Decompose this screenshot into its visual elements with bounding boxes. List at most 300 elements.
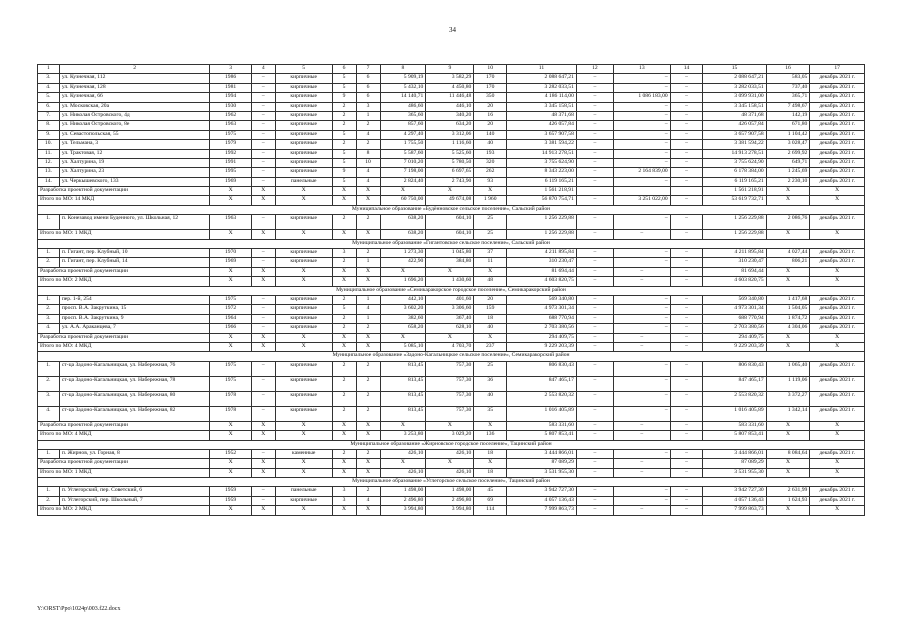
summary-cell: X: [275, 277, 332, 286]
table-cell: 1 119,06: [766, 376, 810, 391]
summary-cell: X: [210, 506, 251, 515]
table-cell: –: [576, 74, 613, 83]
table-cell: –: [613, 177, 670, 186]
table-cell: 2: [356, 249, 380, 258]
summary-cell: 3 531 955,30: [507, 468, 577, 477]
table-cell: 2.: [38, 305, 60, 314]
column-number: 10: [474, 65, 507, 74]
table-cell: –: [613, 361, 670, 376]
table-cell: –: [613, 305, 670, 314]
summary-cell: 114: [474, 506, 507, 515]
summary-row: [38, 431, 865, 440]
summary-cell: X: [356, 431, 380, 440]
table-cell: кирпичные: [275, 376, 332, 391]
table-cell: 48 371,68: [507, 111, 577, 120]
summary-cell: 3 029,20: [426, 431, 474, 440]
table-cell: 14.: [38, 177, 60, 186]
table-cell: –: [670, 168, 703, 177]
summary-cell: 3 251 022,00: [613, 196, 670, 205]
table-cell: 3 582,29: [426, 74, 474, 83]
summary-cell: X: [474, 421, 507, 430]
table-cell: –: [670, 111, 703, 120]
table-cell: 1 504,05: [766, 305, 810, 314]
table-cell: 1.: [38, 215, 60, 230]
table-cell: 2: [356, 324, 380, 333]
table-cell: –: [613, 258, 670, 267]
house-row: [38, 149, 865, 158]
table-cell: 350: [474, 93, 507, 102]
table-cell: 757,30: [426, 361, 474, 376]
summary-cell: 9 229 203,39: [703, 342, 766, 351]
table-cell: –: [613, 140, 670, 149]
table-cell: –: [613, 130, 670, 139]
summary-cell: [576, 187, 613, 196]
table-cell: –: [670, 102, 703, 111]
summary-cell: 426,10: [380, 468, 426, 477]
table-cell: 4: [356, 496, 380, 505]
house-row: [38, 83, 865, 92]
table-cell: декабрь 2021 г.: [810, 314, 865, 323]
summary-cell: 3 531 955,30: [703, 468, 766, 477]
house-row: [38, 361, 865, 376]
column-number: 4: [251, 65, 275, 74]
table-cell: 2: [356, 487, 380, 496]
table-cell: –: [251, 487, 275, 496]
table-cell: –: [670, 140, 703, 149]
table-cell: 3 942 727,30: [703, 487, 766, 496]
address-cell: п. Конезавод имени Буденного, ул. Школьная, 12: [59, 215, 210, 230]
table-cell: 1.: [38, 361, 60, 376]
table-cell: –: [576, 130, 613, 139]
summary-cell: X: [426, 333, 474, 342]
summary-cell: X: [810, 333, 865, 342]
table-cell: –: [251, 215, 275, 230]
summary-cell: X: [380, 187, 426, 196]
summary-cell: X: [332, 431, 356, 440]
table-cell: 3: [332, 249, 356, 258]
table-cell: кирпичные: [275, 361, 332, 376]
summary-cell: 5 807 853,41: [507, 431, 577, 440]
table-cell: 3 942 727,30: [507, 487, 577, 496]
table-cell: –: [613, 102, 670, 111]
summary-cell: –: [613, 431, 670, 440]
summary-label: Итого по МО: 2 МКД: [38, 277, 210, 286]
table-cell: 8 084,64: [766, 449, 810, 458]
table-cell: 1962: [210, 111, 251, 120]
address-cell: ул. А.А. Араканцева, 7: [59, 324, 210, 333]
summary-cell: 1 696,20: [380, 277, 426, 286]
table-cell: декабрь 2021 г.: [810, 74, 865, 83]
house-row: [38, 314, 865, 323]
summary-cell: 1 561 218,91: [507, 187, 577, 196]
column-number-row: [38, 65, 865, 74]
table-cell: 1 065,40: [766, 361, 810, 376]
summary-cell: X: [810, 342, 865, 351]
summary-cell: X: [251, 421, 275, 430]
table-cell: 6 119 165,21: [703, 177, 766, 186]
table-cell: 1978: [210, 406, 251, 421]
summary-cell: 56 870 754,71: [507, 196, 577, 205]
table-cell: –: [251, 111, 275, 120]
table-cell: 3 312,06: [426, 130, 474, 139]
summary-cell: 5 807 853,41: [703, 431, 766, 440]
table-cell: 1 086 183,00: [613, 93, 670, 102]
table-cell: –: [576, 177, 613, 186]
summary-cell: X: [275, 431, 332, 440]
table-cell: 3 372,27: [766, 391, 810, 406]
table-cell: 4: [356, 130, 380, 139]
table-cell: 5: [332, 83, 356, 92]
table-cell: 320: [474, 158, 507, 167]
table-cell: панельные: [275, 487, 332, 496]
table-cell: 11.: [38, 149, 60, 158]
summary-cell: X: [332, 333, 356, 342]
table-cell: декабрь 2021 г.: [810, 391, 865, 406]
summary-cell: 49 674,08: [426, 196, 474, 205]
table-cell: 3: [332, 487, 356, 496]
summary-cell: X: [380, 459, 426, 468]
table-cell: –: [576, 391, 613, 406]
table-cell: 2 553 820,32: [703, 391, 766, 406]
table-cell: –: [251, 295, 275, 304]
table-cell: 1: [356, 314, 380, 323]
summary-cell: X: [810, 277, 865, 286]
house-row: [38, 376, 865, 391]
table-cell: 688 770,94: [703, 314, 766, 323]
table-cell: –: [670, 314, 703, 323]
summary-cell: 426,10: [426, 468, 474, 477]
table-cell: 2: [356, 391, 380, 406]
table-cell: кирпичные: [275, 496, 332, 505]
table-cell: –: [251, 102, 275, 111]
table-cell: 6: [356, 74, 380, 83]
table-cell: кирпичные: [275, 258, 332, 267]
table-cell: 2: [356, 406, 380, 421]
summary-cell: X: [474, 187, 507, 196]
table-cell: –: [613, 158, 670, 167]
summary-cell: –: [576, 431, 613, 440]
table-cell: –: [251, 158, 275, 167]
summary-cell: 9 229 203,39: [507, 342, 577, 351]
table-cell: 1966: [210, 324, 251, 333]
summary-cell: X: [210, 421, 251, 430]
summary-cell: –: [670, 333, 703, 342]
table-cell: 1986: [210, 74, 251, 83]
column-number: 8: [380, 65, 426, 74]
table-cell: –: [576, 258, 613, 267]
table-cell: 757,30: [426, 406, 474, 421]
summary-label: Разработка проектной документации: [38, 421, 210, 430]
summary-cell: X: [210, 459, 251, 468]
address-cell: просп. В.А. Закруткина, 15: [59, 305, 210, 314]
table-cell: 14 140,71: [380, 93, 426, 102]
column-number: 1: [38, 65, 60, 74]
summary-cell: X: [810, 187, 865, 196]
summary-cell: –: [576, 277, 613, 286]
summary-cell: X: [380, 333, 426, 342]
table-cell: 628,10: [426, 324, 474, 333]
summary-cell: 60 750,00: [380, 196, 426, 205]
table-cell: 2: [356, 449, 380, 458]
address-cell: ст-ца Задоно-Кагальницкая, ул. Набережная, 80: [59, 391, 210, 406]
table-cell: –: [576, 93, 613, 102]
summary-cell: X: [210, 277, 251, 286]
table-cell: 5 432,10: [380, 83, 426, 92]
table-cell: 8: [356, 149, 380, 158]
table-cell: 813,45: [380, 376, 426, 391]
column-number: 7: [356, 65, 380, 74]
summary-cell: 25: [474, 230, 507, 239]
table-cell: –: [251, 314, 275, 323]
summary-cell: X: [332, 342, 356, 351]
summary-cell: X: [810, 267, 865, 276]
table-cell: 1952: [210, 449, 251, 458]
summary-label: Итого по МО: 14 МКД: [38, 196, 210, 205]
address-cell: ул. Черкышевского, 133: [59, 177, 210, 186]
table-cell: –: [613, 406, 670, 421]
municipality-section-row: [38, 239, 865, 248]
table-cell: 1959: [210, 496, 251, 505]
table-cell: 367,40: [426, 314, 474, 323]
house-row: [38, 121, 865, 130]
table-cell: каменные: [275, 449, 332, 458]
column-number: 11: [507, 65, 577, 74]
table-cell: 20: [474, 295, 507, 304]
table-cell: 365,60: [380, 111, 426, 120]
summary-label: Итого по МО: 2 МКД: [38, 506, 210, 515]
table-cell: 3 444 866,01: [507, 449, 577, 458]
table-cell: 1.: [38, 449, 60, 458]
table-cell: 569 340,80: [703, 295, 766, 304]
table-cell: 2.: [38, 376, 60, 391]
column-number: 17: [810, 65, 865, 74]
address-cell: ул. Кузнечная, 128: [59, 83, 210, 92]
house-row: [38, 93, 865, 102]
summary-cell: 87 089,29: [703, 459, 766, 468]
summary-cell: 1 960: [474, 196, 507, 205]
summary-cell: –: [670, 431, 703, 440]
table-cell: 1959: [210, 487, 251, 496]
address-cell: просп. В.А. Закруткина, 9: [59, 314, 210, 323]
table-cell: 5 909,19: [380, 74, 426, 83]
column-number: 14: [670, 65, 703, 74]
table-cell: 4 057 136,43: [507, 496, 577, 505]
table-cell: 2: [332, 121, 356, 130]
table-cell: –: [670, 295, 703, 304]
table-cell: 1 245,69: [766, 168, 810, 177]
summary-cell: X: [474, 459, 507, 468]
table-cell: декабрь 2021 г.: [810, 487, 865, 496]
table-cell: 1 624,93: [766, 496, 810, 505]
summary-cell: X: [766, 506, 810, 515]
house-row: [38, 215, 865, 230]
summary-cell: –: [576, 196, 613, 205]
summary-cell: X: [251, 342, 275, 351]
summary-cell: 294 409,75: [703, 333, 766, 342]
summary-cell: 638,20: [380, 230, 426, 239]
table-cell: 671,80: [766, 121, 810, 130]
section-title: Муниципальное образование «Гигантовское сельское поселение», Сальский район: [38, 239, 865, 248]
table-cell: 7.: [38, 111, 60, 120]
table-cell: 2 496,80: [426, 496, 474, 505]
summary-label: Разработка проектной документации: [38, 459, 210, 468]
table-cell: –: [576, 305, 613, 314]
table-cell: –: [613, 111, 670, 120]
summary-cell: –: [670, 506, 703, 515]
summary-cell: 136: [474, 431, 507, 440]
summary-cell: –: [670, 277, 703, 286]
table-cell: 7 010,20: [380, 158, 426, 167]
table-cell: –: [251, 83, 275, 92]
municipality-section-row: [38, 440, 865, 449]
table-cell: 2 703 380,56: [507, 324, 577, 333]
table-cell: 5.: [38, 93, 60, 102]
table-cell: 634,20: [426, 121, 474, 130]
table-cell: декабрь 2021 г.: [810, 177, 865, 186]
summary-cell: X: [356, 506, 380, 515]
summary-row: [38, 459, 865, 468]
summary-row: [38, 342, 865, 351]
summary-cell: X: [332, 506, 356, 515]
table-cell: –: [251, 406, 275, 421]
house-row: [38, 305, 865, 314]
summary-cell: X: [766, 267, 810, 276]
column-number: 16: [766, 65, 810, 74]
table-cell: 1992: [210, 149, 251, 158]
summary-cell: X: [332, 196, 356, 205]
table-cell: 2: [356, 361, 380, 376]
summary-cell: X: [210, 187, 251, 196]
table-cell: 422,90: [380, 258, 426, 267]
table-cell: 3.: [38, 391, 60, 406]
table-cell: 737,40: [766, 83, 810, 92]
table-cell: 2 088 647,21: [703, 74, 766, 83]
table-cell: 1 016 405,89: [703, 406, 766, 421]
table-cell: декабрь 2021 г.: [810, 149, 865, 158]
summary-row: [38, 277, 865, 286]
table-cell: 10: [356, 158, 380, 167]
table-cell: 3 657 907,58: [703, 130, 766, 139]
table-cell: –: [670, 93, 703, 102]
address-cell: п. Жирнов, ул. Горная, 8: [59, 449, 210, 458]
table-cell: 2: [356, 140, 380, 149]
table-cell: 310 230,47: [507, 258, 577, 267]
table-cell: 8.: [38, 121, 60, 130]
table-cell: 3: [332, 496, 356, 505]
summary-cell: –: [613, 277, 670, 286]
table-cell: –: [670, 406, 703, 421]
table-cell: –: [613, 249, 670, 258]
table-cell: 401,60: [426, 295, 474, 304]
table-cell: –: [613, 83, 670, 92]
summary-cell: 583 331,60: [703, 421, 766, 430]
table-cell: 40: [474, 324, 507, 333]
address-cell: ул. Севастопольская, 55: [59, 130, 210, 139]
table-cell: 3 099 931,00: [703, 93, 766, 102]
table-cell: 20: [474, 121, 507, 130]
table-cell: 1964: [210, 314, 251, 323]
table-cell: 1963: [210, 121, 251, 130]
summary-cell: 7 999 863,73: [703, 506, 766, 515]
table-cell: 5: [332, 130, 356, 139]
table-cell: 5: [332, 305, 356, 314]
table-cell: 1975: [210, 376, 251, 391]
table-cell: 1991: [210, 158, 251, 167]
table-cell: 2 824,40: [380, 177, 426, 186]
summary-cell: X: [275, 421, 332, 430]
table-cell: 5: [332, 149, 356, 158]
house-row: [38, 487, 865, 496]
table-cell: 18: [474, 314, 507, 323]
column-number: 15: [703, 65, 766, 74]
table-cell: –: [670, 149, 703, 158]
summary-cell: 7 999 863,73: [507, 506, 577, 515]
table-cell: 757,30: [426, 391, 474, 406]
summary-cell: 583 331,60: [507, 421, 577, 430]
table-cell: кирпичные: [275, 168, 332, 177]
table-cell: 4 304,06: [766, 324, 810, 333]
summary-cell: X: [332, 459, 356, 468]
summary-cell: 604,10: [426, 230, 474, 239]
summary-cell: 18: [474, 468, 507, 477]
house-row: [38, 449, 865, 458]
summary-cell: 87 089,29: [507, 459, 577, 468]
summary-cell: –: [670, 421, 703, 430]
table-cell: 365,71: [766, 93, 810, 102]
table-cell: –: [670, 391, 703, 406]
table-cell: 426,10: [426, 449, 474, 458]
summary-label: Разработка проектной документации: [38, 187, 210, 196]
column-number: 2: [59, 65, 210, 74]
table-cell: 93: [474, 177, 507, 186]
table-cell: 25: [474, 215, 507, 230]
table-cell: 2 553 820,32: [507, 391, 577, 406]
summary-cell: –: [670, 468, 703, 477]
table-cell: 36: [474, 376, 507, 391]
address-cell: п. Углегорский, пер. Школьный, 7: [59, 496, 210, 505]
table-cell: 382,60: [380, 314, 426, 323]
house-row: [38, 140, 865, 149]
table-cell: 25: [474, 361, 507, 376]
table-cell: –: [613, 74, 670, 83]
table-cell: 4 211 895,84: [507, 249, 577, 258]
table-cell: 2.: [38, 258, 60, 267]
table-cell: –: [670, 258, 703, 267]
table-cell: –: [613, 121, 670, 130]
table-cell: –: [670, 74, 703, 83]
table-cell: 142,19: [766, 111, 810, 120]
address-cell: ул. Николая Островского, 4д: [59, 111, 210, 120]
table-cell: –: [670, 361, 703, 376]
table-cell: –: [251, 496, 275, 505]
summary-cell: X: [210, 342, 251, 351]
table-cell: 442,10: [380, 295, 426, 304]
table-cell: 1970: [210, 249, 251, 258]
table-cell: 5 525,60: [426, 149, 474, 158]
table-cell: –: [670, 121, 703, 130]
table-cell: –: [576, 121, 613, 130]
table-cell: 5 780,50: [426, 158, 474, 167]
address-cell: ст-ца Задоно-Кагальницкая, ул. Набережная, 78: [59, 376, 210, 391]
summary-label: Итого по МО: 4 МКД: [38, 342, 210, 351]
summary-label: Итого по МО: 1 МКД: [38, 230, 210, 239]
summary-cell: X: [380, 421, 426, 430]
table-cell: 4 027,44: [766, 249, 810, 258]
table-cell: 5: [332, 158, 356, 167]
summary-cell: 3 994,80: [426, 506, 474, 515]
table-cell: кирпичные: [275, 121, 332, 130]
table-cell: 1972: [210, 305, 251, 314]
